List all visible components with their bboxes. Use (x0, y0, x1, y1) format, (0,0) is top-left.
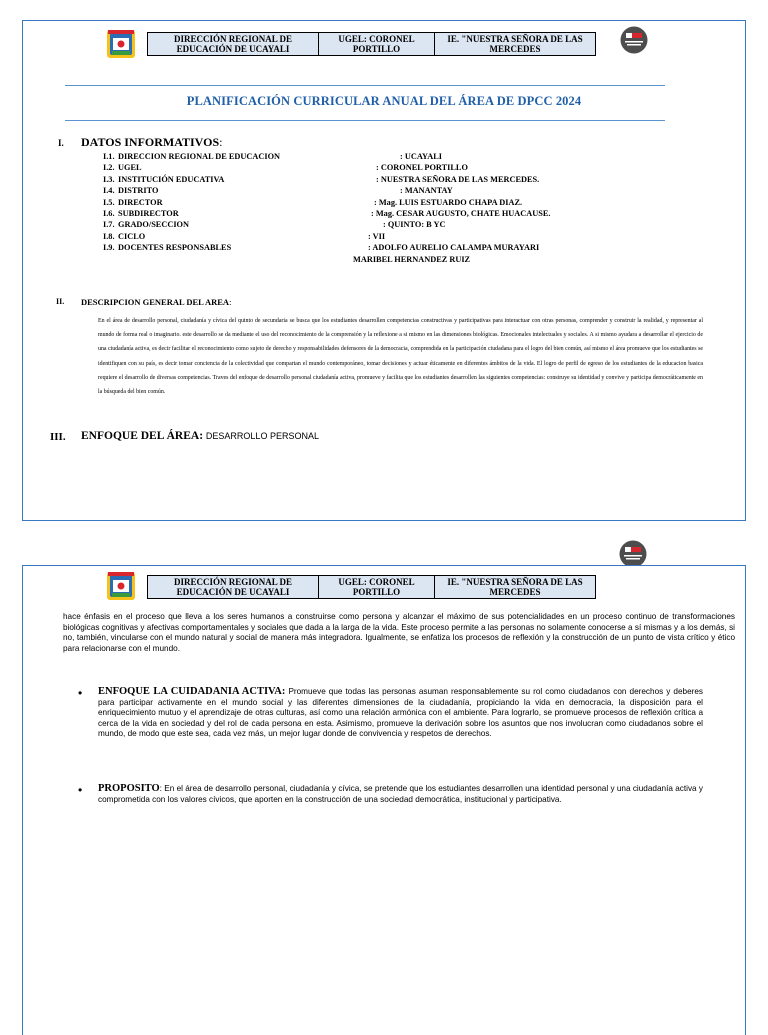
title-rule-top (65, 85, 665, 86)
document-page-1 (22, 20, 746, 521)
header-cell-ugel: UGEL: CORONEL PORTILLO (319, 33, 435, 56)
datos-row: I.6. SUBDIRECTOR (103, 209, 179, 218)
minedu-seal-icon (619, 540, 647, 568)
datos-value-docente-2: MARIBEL HERNANDEZ RUIZ (353, 254, 471, 264)
datos-value: : NUESTRA SEÑORA DE LAS MERCEDES. (376, 174, 540, 184)
datos-row: I.5. DIRECTOR (103, 197, 163, 207)
section-2-heading: DESCRIPCION GENERAL DEL AREA: (81, 297, 232, 307)
bullet-enfoque-ciudadania: ENFOQUE LA CUIDADANIA ACTIVA: Promueve que todas las personas asuman responsablemente su rol como ciudadanos con derechos y deberes para participar activamente en el mundo social y las diferentes dimensiones de la ciudadanía, propiciando la vida en democracia, la disposición para el enriquecimiento mutuo y el aprendizaje de otras culturas, así como una relación armónica con el ambiente. Para lograrlo, se promueve procesos de reflexión crítica a cerca de la vida en sociedad y del rol de cada persona en esta. Asimismo, promueve la derivación sobre los asuntos que nos involucran como ciudadanos sobre el mundo, de modo que este sea, cada vez más, un mejor lugar donde de convivencia y respetos de derechos. (98, 686, 704, 739)
datos-value: : MANANTAY (400, 186, 453, 196)
header-table (147, 32, 596, 56)
datos-value: : QUINTO: B YC (383, 220, 446, 230)
header-cell-dre: DIRECCIÓN REGIONAL DE EDUCACIÓN DE UCAYALI (148, 576, 319, 599)
section-2-description: En el área de desarrollo personal, ciudadanía y cívica del quinto de secundaria se busca que los estudiantes desarrollen competencias constructivas y participativas para interactuar con otras personas, comprender y construir la realidad, y representar al mundo de forma real o imaginario. este desarrollo se da mediante el uso del reconocimiento de la comprensión y la reflexione a si mismo en las dimensiones biológicas. Emocionales intelectuales y sociales. A si mismo ayudara a desarrollar el ejercicio de una ciudadanía activa, es decir facilitar el reconocimiento como sujeto de derecho y responsabilidades defensores de la democracia, comprendida en la participación ciudadana para el logro del bien común, así mismo el área promueve que los estudiantes se identifiquen con su país, es decir tomar conciencia de la colectividad que compartan el mundo contemporáneo, tomar decisiones y actuar éticamente en diferentes ámbitos de la vida. El logro de perfil de egreso de los estudiantes de la educacion basica requiere el desarrollo de diversas competencias. Traves del enfoque de desarrollo personal ciudadanía activa, promueve y facilita que los estudiantes desarrollen las siguientes competencias: construye su identidad y convive y participa democráticamente en la búsqueda del bien común. (98, 318, 703, 396)
section-1-heading: DATOS INFORMATIVOS: (81, 135, 223, 149)
header-cell-ugel: UGEL: CORONEL PORTILLO (319, 576, 435, 599)
datos-value: : UCAYALI (400, 152, 443, 161)
header-cell-ie: IE. "NUESTRA SEÑORA DE LAS MERCEDES (435, 33, 596, 56)
datos-value: : Mag. CESAR AUGUSTO, CHATE HUACAUSE. (371, 209, 551, 218)
header-cell-ie: IE. "NUESTRA SEÑORA DE LAS MERCEDES (435, 576, 596, 599)
datos-row: I.8. CICLO (103, 231, 146, 241)
datos-value: : ADOLFO AURELIO CALAMPA MURAYARI (368, 243, 540, 253)
datos-row: I.7. GRADO/SECCION (103, 220, 189, 230)
datos-row: I.1. DIRECCION REGIONAL DE EDUCACION (103, 152, 281, 161)
header-table (147, 575, 596, 599)
document-page-2 (22, 565, 746, 1035)
ucayali-logo-icon (106, 29, 136, 59)
section-3-heading: ENFOQUE DEL ÁREA: DESARROLLO PERSONAL (81, 430, 319, 442)
section-3-numeral: III. (50, 431, 66, 443)
page-title: PLANIFICACIÓN CURRICULAR ANUAL DEL ÁREA DE DPCC 2024 (186, 94, 582, 108)
ucayali-logo-icon (106, 571, 136, 601)
datos-row: I.4. DISTRITO (103, 186, 159, 196)
header-cell-dre: DIRECCIÓN REGIONAL DE EDUCACIÓN DE UCAYALI (148, 33, 319, 56)
datos-row: I.9. DOCENTES RESPONSABLES (103, 243, 232, 253)
section-1-numeral: I. (58, 138, 64, 148)
datos-value: : VII (368, 231, 386, 241)
datos-value: : Mag. LUIS ESTUARDO CHAPA DIAZ. (374, 197, 523, 207)
intro-paragraph: hace énfasis en el proceso que lleva a los seres humanos a construirse como persona y alcanzar el máximo de sus potencialidades en un proceso continuo de transformaciones biológicas cognitivas y afectivas comportamentales y sociales que dada a la larga de la vida. Este proceso permite a las personas no solamente conocerse a sí mismas y a los demás, si no, también, vincularse con el mundo natural y social de manera más integradora. Igualmente, se enfatiza los procesos de reflexión y la construcción de un punto de vista crítico y ético para relacionarse con el mundo. (63, 612, 735, 653)
title-rule-bottom (65, 120, 665, 121)
datos-value: : CORONEL PORTILLO (376, 163, 468, 173)
minedu-seal-icon (620, 26, 648, 54)
datos-row: I.2. UGEL (103, 163, 142, 173)
bullet-proposito: PROPOSITO: En el área de desarrollo personal, ciudadanía y cívica, se pretende que los estudiantes desarrollen una identidad personal y una ciudadanía activa y comprometida con los valores cívicos, que aporten en la construcción de una sociedad democrática, institucional y participativa. (98, 783, 703, 804)
section-2-numeral: II. (56, 297, 65, 306)
bullet-dot: • (78, 783, 83, 797)
datos-row: I.3. INSTITUCIÓN EDUCATIVA (103, 174, 225, 184)
bullet-dot: • (78, 686, 83, 700)
